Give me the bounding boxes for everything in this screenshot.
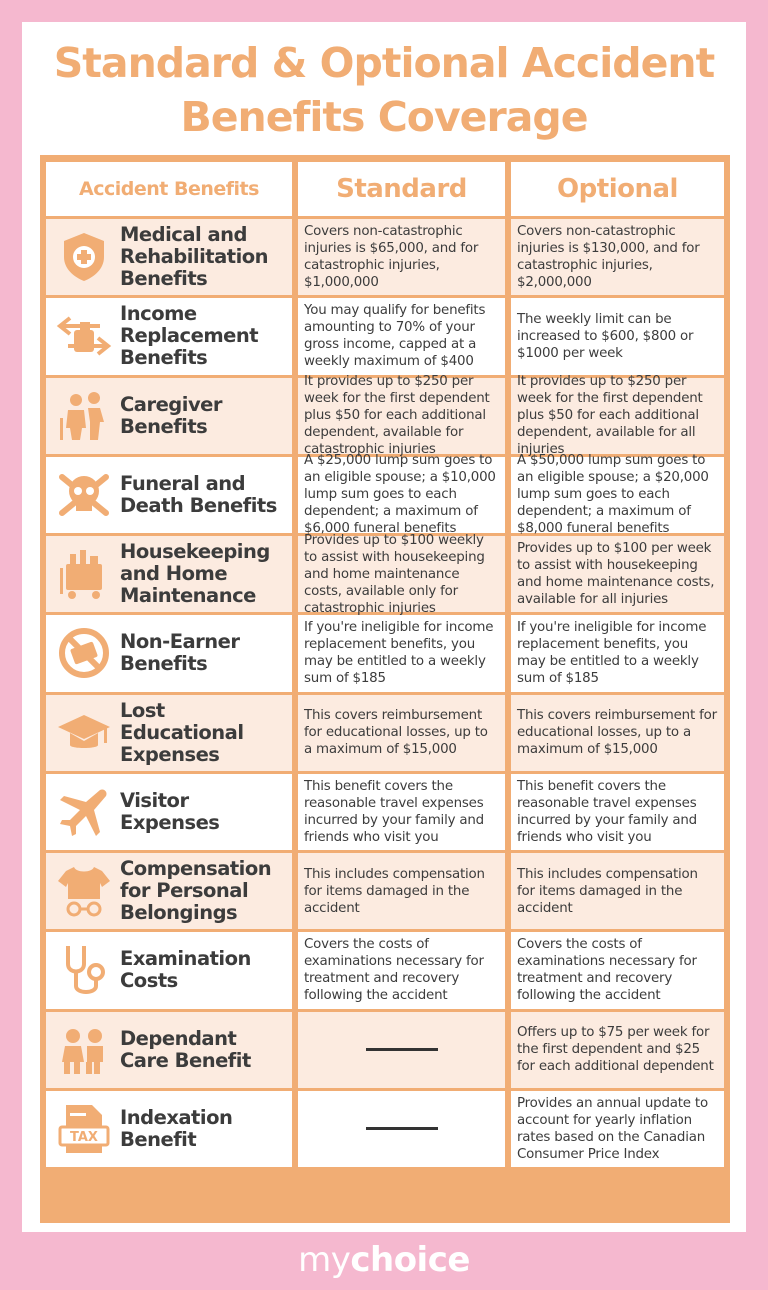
standard-cell [298, 453, 505, 537]
infographic-card [22, 22, 746, 1232]
standard-description: This includes compensation for items damaged in the accident [304, 866, 485, 916]
standard-description: If you're ineligible for income replacement benefits, you may be entitled to a weekly sum of $185 [304, 620, 494, 687]
benefit-name-line: Benefits [120, 346, 208, 370]
header-optional: Optional [511, 162, 724, 216]
graduation-cap-icon [54, 703, 114, 763]
benefit-name [120, 858, 271, 924]
not-covered-dash [366, 1127, 438, 1130]
optional-cell [511, 374, 724, 458]
benefit-name-line: Care Benefit [120, 1048, 251, 1072]
airplane-icon [54, 782, 114, 842]
tax-icon-label: TAX [70, 1129, 98, 1145]
benefit-name-line: Expenses [120, 742, 220, 766]
optional-cell [511, 298, 724, 374]
standard-cell [298, 532, 505, 616]
optional-description: This benefit covers the reasonable travel expenses incurred by your family and friends who visit you [517, 778, 697, 845]
title-line-2: Benefits Coverage [180, 93, 588, 141]
optional-description: Provides an annual update to account for yearly inflation rates based on the Canadian Consumer Price Index [517, 1095, 708, 1162]
optional-cell [511, 536, 724, 612]
benefit-cell [46, 615, 292, 691]
benefit-name-line: Replacement [120, 324, 259, 348]
benefit-name [120, 224, 268, 290]
not-covered-dash [366, 1048, 438, 1051]
optional-description: The weekly limit can be increased to $600, $800 or $1000 per week [517, 311, 694, 361]
benefit-name-line: Maintenance [120, 584, 256, 608]
benefit-name-line: Funeral and [120, 471, 246, 495]
optional-description: Offers up to $75 per week for the first dependent and $25 for each additional dependent [517, 1025, 714, 1075]
standard-cell [298, 615, 505, 691]
benefit-name-line: Housekeeping [120, 540, 270, 564]
optional-cell [511, 853, 724, 929]
brand-logo [0, 1238, 768, 1282]
benefit-name-line: Expenses [120, 810, 220, 834]
benefit-name-line: Dependant [120, 1026, 237, 1050]
optional-description: Provides up to $100 per week to assist with housekeeping and home maintenance costs, available for all injuries [517, 541, 715, 608]
benefit-name [120, 394, 222, 438]
benefit-name-line: Examination [120, 947, 251, 971]
standard-description: You may qualify for benefits amounting to 70% of your gross income, capped at a weekly maximum of $400 [304, 303, 486, 370]
benefit-name-line: Benefits [120, 652, 208, 676]
optional-cell [511, 695, 724, 771]
benefit-name-line: Rehabilitation [120, 245, 269, 269]
benefit-name-line: Lost [120, 698, 165, 722]
optional-description: Covers the costs of examinations necessary for treatment and recovery following the accident [517, 937, 697, 1004]
benefits-table [40, 155, 730, 1223]
standard-cell [298, 374, 505, 458]
benefit-name [120, 473, 277, 517]
standard-cell [298, 695, 505, 771]
standard-description: A $25,000 lump sum goes to an eligible spouse; a $10,000 lump sum goes to each dependent; a maximum of $6,000 funeral benefits [304, 453, 496, 537]
benefit-cell [46, 378, 292, 454]
standard-cell [298, 298, 505, 374]
page-title [22, 36, 746, 144]
shirt-glasses-icon [54, 861, 114, 921]
benefit-cell [46, 219, 292, 295]
standard-description: Covers the costs of examinations necessary for treatment and recovery following the accident [304, 937, 484, 1004]
standard-cell [298, 932, 505, 1008]
benefit-name [120, 631, 240, 675]
standard-cell [298, 1012, 505, 1088]
benefit-name [120, 1107, 232, 1151]
benefit-cell [46, 1091, 292, 1167]
no-money-icon [54, 623, 114, 683]
medical-shield-icon [54, 227, 114, 287]
standard-description: Covers non-catastrophic injuries is $65,000, and for catastrophic injuries, $1,000,000 [304, 224, 479, 291]
benefit-cell [46, 695, 292, 771]
optional-description: Covers non-catastrophic injuries is $130,000, and for catastrophic injuries, $2,000,000 [517, 224, 700, 291]
caregiver-icon [54, 386, 114, 446]
benefit-name [120, 790, 219, 834]
benefit-name-line: Visitor [120, 788, 189, 812]
optional-cell [511, 1012, 724, 1088]
benefit-cell [46, 853, 292, 929]
standard-cell [298, 853, 505, 929]
benefit-name-line: Income [120, 302, 197, 326]
brand-part-1: my [298, 1240, 351, 1280]
benefit-cell [46, 774, 292, 850]
standard-description: It provides up to $250 per week for the first dependent plus $50 for each additional dependent, available for catastrophic injuries [304, 374, 490, 458]
benefit-name-line: Benefits [120, 414, 208, 438]
optional-cell [511, 1091, 724, 1167]
benefit-name-line: Educational [120, 720, 244, 744]
benefit-name-line: for Personal [120, 879, 249, 903]
optional-description: If you're ineligible for income replacement benefits, you may be entitled to a weekly sum of $185 [517, 620, 707, 687]
income-exchange-icon [54, 306, 114, 366]
tax-document-icon [54, 1099, 114, 1159]
optional-description: This covers reimbursement for educational losses, up to a maximum of $15,000 [517, 708, 717, 758]
optional-cell [511, 219, 724, 295]
standard-description: This covers reimbursement for educational losses, up to a maximum of $15,000 [304, 708, 488, 758]
benefit-name [120, 948, 251, 992]
title-line-1: Standard & Optional Accident [53, 39, 715, 87]
standard-description: This benefit covers the reasonable travel expenses incurred by your family and friends who visit you [304, 778, 484, 845]
header-accident-benefits: Accident Benefits [46, 162, 292, 216]
benefit-name-line: and Home [120, 562, 228, 586]
benefit-name-line: Medical and [120, 223, 247, 247]
children-icon [54, 1020, 114, 1080]
benefit-name-line: Belongings [120, 901, 238, 925]
standard-cell [298, 219, 505, 295]
benefit-name [120, 700, 244, 766]
standard-cell [298, 774, 505, 850]
benefit-name-line: Compensation [120, 857, 272, 881]
benefit-name-line: Caregiver [120, 392, 223, 416]
optional-cell [511, 932, 724, 1008]
benefit-name-line: Indexation [120, 1105, 233, 1129]
optional-cell [511, 453, 724, 537]
benefit-name-line: Death Benefits [120, 493, 277, 517]
optional-description: This includes compensation for items damaged in the accident [517, 866, 698, 916]
optional-description: A $50,000 lump sum goes to an eligible spouse; a $20,000 lump sum goes to each dependent; a maximum of $8,000 funeral benefits [517, 453, 709, 537]
header-standard: Standard [298, 162, 505, 216]
benefit-cell [46, 298, 292, 374]
stethoscope-icon [54, 940, 114, 1000]
cleaning-cart-icon [54, 544, 114, 604]
benefit-cell [46, 1012, 292, 1088]
benefit-cell [46, 457, 292, 533]
benefit-name [120, 303, 258, 369]
benefit-cell [46, 932, 292, 1008]
standard-description: Provides up to $100 weekly to assist with housekeeping and home maintenance costs, available only for catastrophic injuries [304, 532, 485, 616]
benefit-name-line: Benefits [120, 267, 208, 291]
benefit-name [120, 541, 270, 607]
optional-description: It provides up to $250 per week for the first dependent plus $50 for each additional dependent, available for all injuries [517, 374, 703, 458]
benefit-name-line: Non-Earner [120, 630, 240, 654]
brand-part-2: choice [350, 1240, 470, 1280]
benefit-name-line: Benefit [120, 1127, 197, 1151]
optional-cell [511, 615, 724, 691]
benefit-cell [46, 536, 292, 612]
benefit-name-line: Costs [120, 969, 178, 993]
skull-crossbones-icon [54, 465, 114, 525]
standard-cell [298, 1091, 505, 1167]
benefit-name [120, 1028, 251, 1072]
optional-cell [511, 774, 724, 850]
